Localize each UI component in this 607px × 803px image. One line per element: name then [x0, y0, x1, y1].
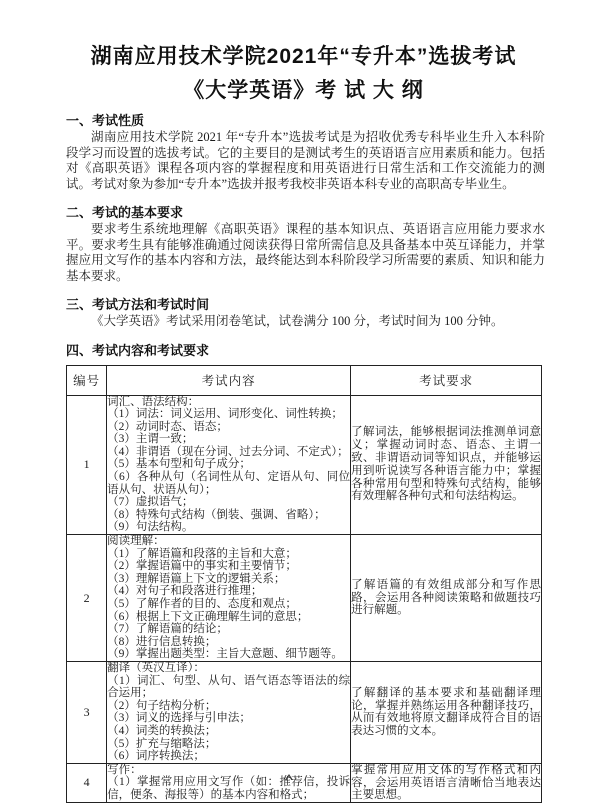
content-line: （1）了解语篇和段落的主旨和大意；: [107, 548, 350, 561]
section-heading: 四、考试内容和考试要求: [66, 343, 545, 358]
content-line: （9）掌握出题类型：主旨大意题、细节题等。: [107, 648, 350, 661]
exam-requirement-cell: 了解翻译的基本要求和基础翻译理论，掌握并熟练运用各种翻译技巧，从而有效地将原文翻译成符合目的语表达习惯的文本。: [351, 661, 542, 763]
document-title-line1: 湖南应用技术学院2021年“专升本”选拔考试: [0, 46, 607, 68]
section-exam-nature: [66, 113, 545, 192]
content-line: （3）理解语篇上下文的逻辑关系；: [107, 573, 350, 586]
content-line: （2）动词时态、语态；: [107, 421, 350, 434]
header-exam-requirement: 考试要求: [351, 365, 542, 395]
table-row: [67, 535, 542, 662]
content-line: （3）主谓一致；: [107, 433, 350, 446]
content-line: （3）词义的选择与引申法；: [107, 712, 350, 725]
content-line: （1）掌握常用应用文写作（如：推荐信，投诉信，便条、海报等）的基本内容和格式；: [107, 776, 350, 801]
document-title-line2: 《大学英语》考 试 大 纲: [0, 80, 607, 102]
table-row: [67, 661, 542, 763]
section-content-and-requirements: [66, 343, 545, 358]
section-paragraph: 湖南应用技术学院 2021 年“专升本”选拔考试是为招收优秀专科毕业生升入本科阶段学习而设置的选拔考试。它的主要目的是测试考生的英语语言应用素质和能力。包括对《高职英语》课程各项内容的掌握程度和用英语进行日常生活和工作交流能力的测试。考试对象为参加“专升本”选拔并报考我校非英语本科专业的高职高专毕业生。: [66, 130, 545, 192]
section-basic-requirements: [66, 205, 545, 284]
document-body: [66, 113, 545, 803]
exam-requirement-cell: 了解语篇的有效组成部分和写作思路，会运用各种阅读策略和做题技巧进行解题。: [351, 535, 542, 662]
content-line: 翻译（英汉互译）：: [107, 662, 350, 675]
content-line: （2）掌握语篇中的事实和主要情节；: [107, 560, 350, 573]
row-number-cell: 1: [67, 395, 107, 535]
section-paragraph: 《大学英语》考试采用闭卷笔试，试卷满分 100 分，考试时间为 100 分钟。: [66, 314, 545, 330]
content-line: （4）词类的转换法；: [107, 725, 350, 738]
exam-content-table: [66, 365, 542, 803]
exam-content-cell: [107, 661, 351, 763]
header-exam-content: 考试内容: [107, 365, 351, 395]
content-line: 写作：: [107, 764, 350, 777]
table-header-row: [67, 365, 542, 395]
section-heading: 二、考试的基本要求: [66, 205, 545, 220]
content-line: （7）了解语篇的结论；: [107, 623, 350, 636]
exam-content-cell: [107, 763, 351, 802]
content-line: （1）词汇、句型、从句、语气语态等语法的综合运用；: [107, 675, 350, 700]
content-line: （4）非谓语（现在分词、过去分词、不定式）；: [107, 446, 350, 459]
section-method-and-time: [66, 297, 545, 330]
content-line: （5）了解作者的目的、态度和观点；: [107, 598, 350, 611]
document-title-block: [0, 0, 607, 102]
content-line: （6）根据上下文正确理解生词的意思；: [107, 611, 350, 624]
exam-content-cell: [107, 535, 351, 662]
content-line: （5）基本句型和句子成分；: [107, 458, 350, 471]
exam-requirement-cell: 了解词法，能够根据词法推测单词意义；掌握动词时态、语态、主谓一致、非谓语动词等知识点，并能够运用到听说读写各种语言能力中；掌握各种常用句型和特殊句式结构，能够有效理解各种句式和句法结构运。: [351, 395, 542, 535]
content-line: （6）词序转换法；: [107, 750, 350, 763]
content-line: 阅读理解：: [107, 535, 350, 548]
exam-table-body: [67, 395, 542, 803]
content-line: （8）进行信息转换；: [107, 636, 350, 649]
row-number-cell: 2: [67, 535, 107, 662]
content-line: （8）特殊句式结构（倒装、强调、省略）；: [107, 509, 350, 522]
content-line: （7）虚拟语气；: [107, 496, 350, 509]
content-line: （2）句子结构分析；: [107, 700, 350, 713]
row-number-cell: 4: [67, 763, 107, 802]
table-row: [67, 395, 542, 535]
exam-table-header: [67, 365, 542, 395]
row-number-cell: 3: [67, 661, 107, 763]
content-line: （4）对句子和段落进行推理；: [107, 585, 350, 598]
section-heading: 三、考试方法和考试时间: [66, 297, 545, 312]
exam-requirement-cell: 掌握常用应用文体的写作格式和内容，会运用英语语言清晰恰当地表达主要思想。: [351, 763, 542, 802]
content-line: （1）词法：词义运用、词形变化、词性转换；: [107, 408, 350, 421]
content-line: 词汇、语法结构：: [107, 396, 350, 409]
section-paragraph: 要求考生系统地理解《高职英语》课程的基本知识点、英语语言应用能力要求水平。要求考生具有能够准确通过阅读获得日常所需信息及具备基本中英互译能力，并掌握应用文写作的基本内容和方法，最终能达到本科阶段学习所需要的素质、知识和能力基本要求。: [66, 222, 545, 284]
content-line: （6）各种从句（名词性从句、定语从句、同位语从句、状语从句）；: [107, 471, 350, 496]
exam-content-cell: [107, 395, 351, 535]
content-line: （9）句法结构。: [107, 521, 350, 534]
content-line: （5）扩充与缩略法；: [107, 738, 350, 751]
section-heading: 一、考试性质: [66, 113, 545, 128]
table-row: [67, 763, 542, 802]
header-number: 编号: [67, 365, 107, 395]
